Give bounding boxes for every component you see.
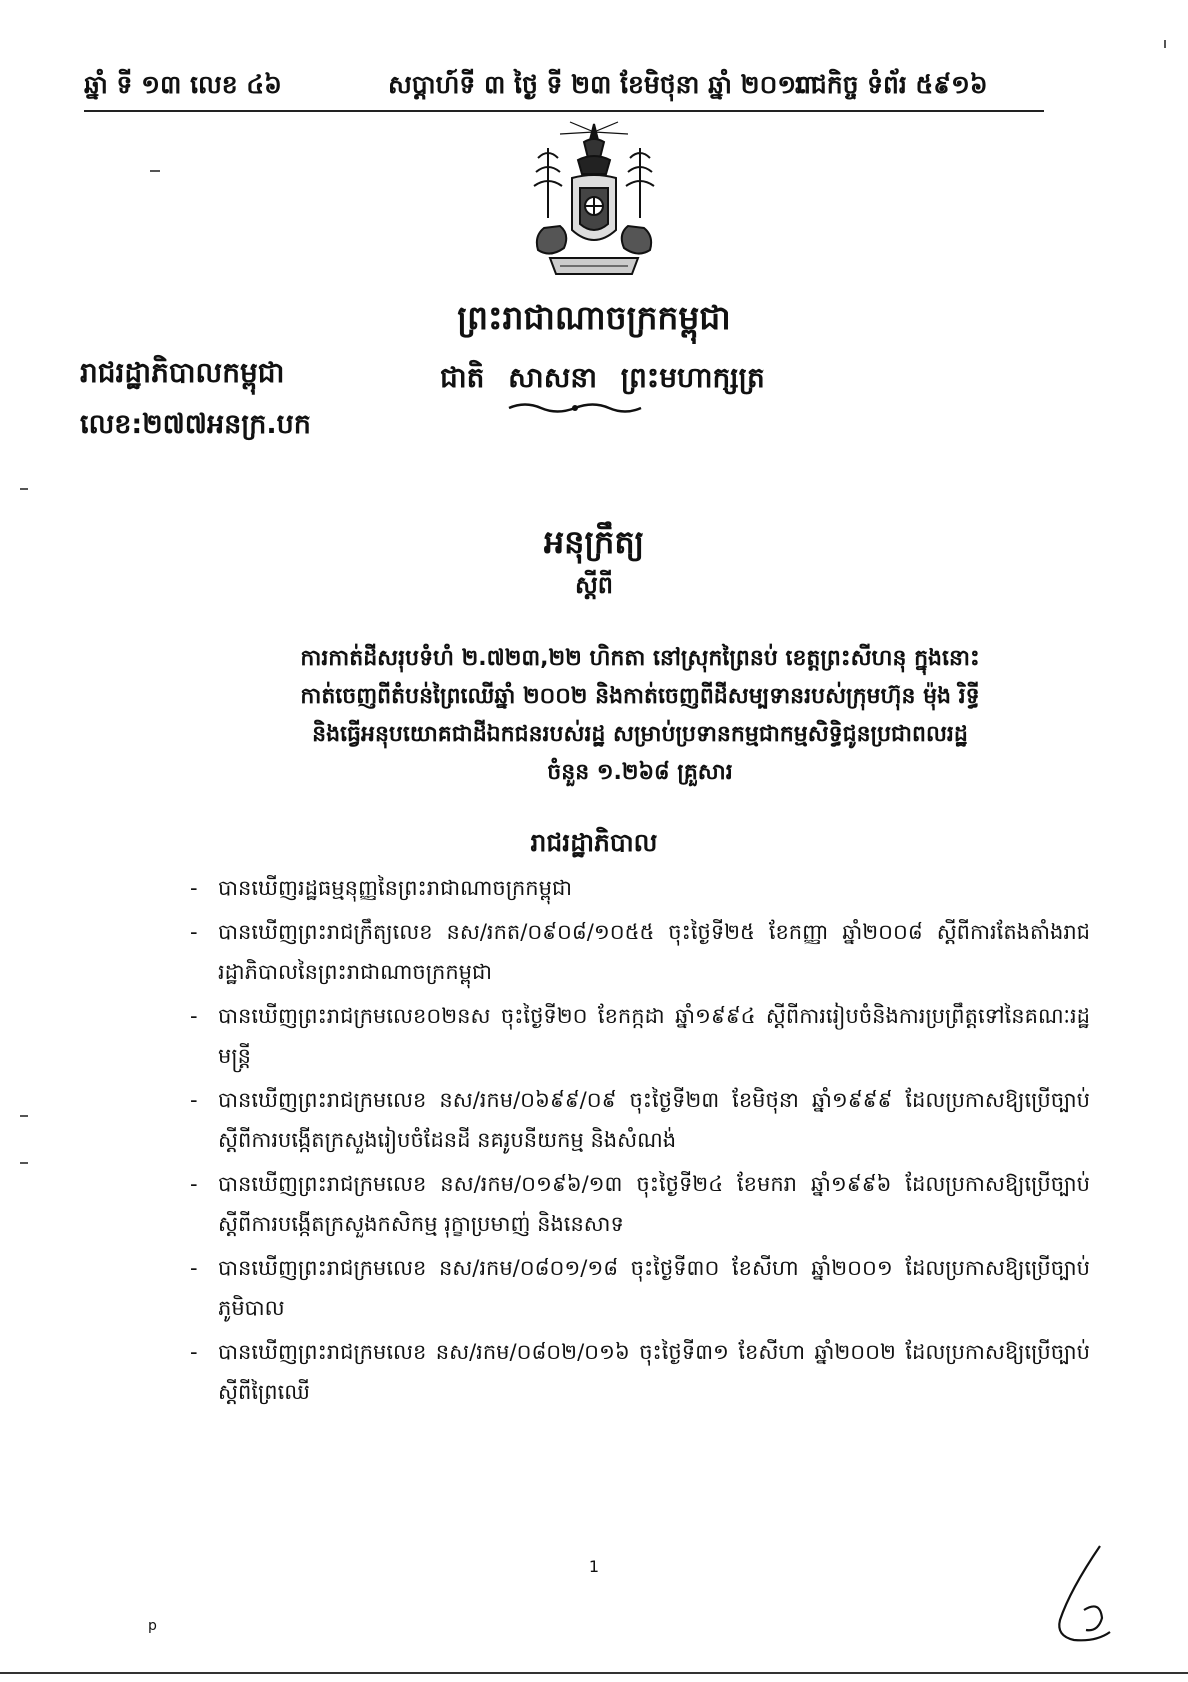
subject-line: កាត់ចេញពីតំបន់ព្រៃឈើឆ្នាំ ២០០២ និងកាត់ចេញពីដីសម្បទានរបស់ក្រុមហ៊ុន ម៉ុង រិទ្ធី xyxy=(300,684,980,709)
list-item xyxy=(190,1164,1090,1244)
bullet-dash-icon: - xyxy=(190,876,198,900)
bullet-dash-icon: - xyxy=(190,920,198,944)
decree-subject xyxy=(230,640,1050,792)
list-item xyxy=(190,1332,1090,1412)
scan-speck xyxy=(1164,40,1166,48)
government-heading: រាជរដ្ឋាភិបាល xyxy=(530,828,658,857)
considerations-list xyxy=(190,868,1090,1416)
item-text: បានឃើញព្រះរាជក្រមលេខ នស/រកម/០៨០១/១៨ ចុះថ្ងៃទី៣០ ខែសីហា ឆ្នាំ២០០១ ដែលប្រកាសឱ្យប្រើច្បាប់ភូមិបាល xyxy=(218,1256,1090,1320)
bullet-dash-icon: - xyxy=(190,1256,198,1280)
bullet-dash-icon: - xyxy=(190,1340,198,1364)
subject-line: ការកាត់ដីសរុបទំហំ ២.៧២៣,២២ ហិកតា នៅស្រុកព្រៃនប់ ខេត្តព្រះសីហនុ ក្នុងនោះ xyxy=(300,646,980,671)
item-text: បានឃើញរដ្ឋធម្មនុញ្ញនៃព្រះរាជាណាចក្រកម្ពុជា xyxy=(218,876,572,900)
footer-mark: p xyxy=(148,1618,157,1634)
scan-speck xyxy=(20,488,28,490)
list-item xyxy=(190,1080,1090,1160)
item-text: បានឃើញព្រះរាជក្រមលេខ នស/រកម/០៨០២/០១៦ ចុះថ្ងៃទី៣១ ខែសីហា ឆ្នាំ២០០២ ដែលប្រកាសឱ្យប្រើច្បាប់ស្តីពីព្រៃឈើ xyxy=(218,1340,1090,1404)
issuer-name: រាជរដ្ឋាភិបាលកម្ពុជា xyxy=(80,356,285,389)
bullet-dash-icon: - xyxy=(190,1088,198,1112)
kingdom-title: ព្រះរាជាណាចក្រកម្ពុជា xyxy=(457,298,731,337)
list-item xyxy=(190,912,1090,992)
royal-emblem-icon xyxy=(520,118,668,288)
bullet-dash-icon: - xyxy=(190,1172,198,1196)
ornament-divider-icon xyxy=(505,400,645,414)
header-rule xyxy=(84,110,1044,112)
item-text: បានឃើញព្រះរាជក្រមលេខ នស/រកម/០១៩៦/១៣ ចុះថ្ងៃទី២៤ ខែមករា ឆ្នាំ១៩៩៦ ដែលប្រកាសឱ្យប្រើច្បាប់ ស្តីពីការបង្កើតក្រសួងកសិកម្ម រុក្ខាប្រមាញ់ និងនេសាទ xyxy=(218,1172,1090,1236)
list-item xyxy=(190,1248,1090,1328)
item-text: បានឃើញព្រះរាជក្រមលេខ នស/រកម/០៦៩៩/០៩ ចុះថ្ងៃទី២៣ ខែមិថុនា ឆ្នាំ១៩៩៩ ដែលប្រកាសឱ្យប្រើច្បាប់ស្តីពីការបង្កើតក្រសួងរៀបចំដែនដី នគរូបនីយកម្ម និងសំណង់ xyxy=(218,1088,1090,1152)
item-text: បានឃើញព្រះរាជក្រមលេខ០២នស ចុះថ្ងៃទី២០ ខែកក្កដា ឆ្នាំ១៩៩៤ ស្តីពីការរៀបចំនិងការប្រព្រឹត្តទៅនៃគណៈរដ្ឋមន្ត្រី xyxy=(218,1004,1090,1068)
gazette-date: សប្តាហ៍ទី ៣ ថ្ងៃ ទី ២៣ ខែមិថុនា ឆ្នាំ ២០១៣ xyxy=(388,70,818,99)
gazette-issue: ឆ្នាំ ទី ១៣ លេខ ៤៦ xyxy=(84,70,282,99)
subject-line: ចំនួន ១.២៦៨ គ្រួសារ xyxy=(547,760,733,785)
national-motto: ជាតិ សាសនា ព្រះមហាក្សត្រ xyxy=(440,361,765,394)
initials-signature-icon xyxy=(1040,1540,1130,1650)
list-item xyxy=(190,868,1090,908)
bullet-dash-icon: - xyxy=(190,1004,198,1028)
list-item xyxy=(190,996,1090,1076)
decree-title: អនុក្រឹត្យ xyxy=(543,523,645,561)
footer-rule xyxy=(0,1672,1188,1674)
decree-subtitle: ស្តីពី xyxy=(574,571,614,599)
scan-speck xyxy=(150,170,160,172)
subject-line: និងធ្វើអនុបយោគជាដីឯកជនរបស់រដ្ឋ សម្រាប់ប្រទានកម្មជាកម្មសិទ្ធិជូនប្រជាពលរដ្ឋ xyxy=(312,722,968,747)
gazette-page: រាជកិច្ច ទំព័រ ៥៩១៦ xyxy=(795,70,988,99)
page-number: 1 xyxy=(588,1557,600,1576)
item-text: បានឃើញព្រះរាជក្រឹត្យលេខ នស/រកត/០៩០៨/១០៥៥ ចុះថ្ងៃទី២៥ ខែកញ្ញា ឆ្នាំ២០០៨ ស្តីពីការតែងតាំងរាជរដ្ឋាភិបាលនៃព្រះរាជាណាចក្រកម្ពុជា xyxy=(218,920,1090,984)
reference-number: លេខ:២៧៧អនក្រ.បក xyxy=(80,409,311,440)
scan-speck xyxy=(20,1162,28,1164)
scan-speck xyxy=(20,1115,28,1117)
